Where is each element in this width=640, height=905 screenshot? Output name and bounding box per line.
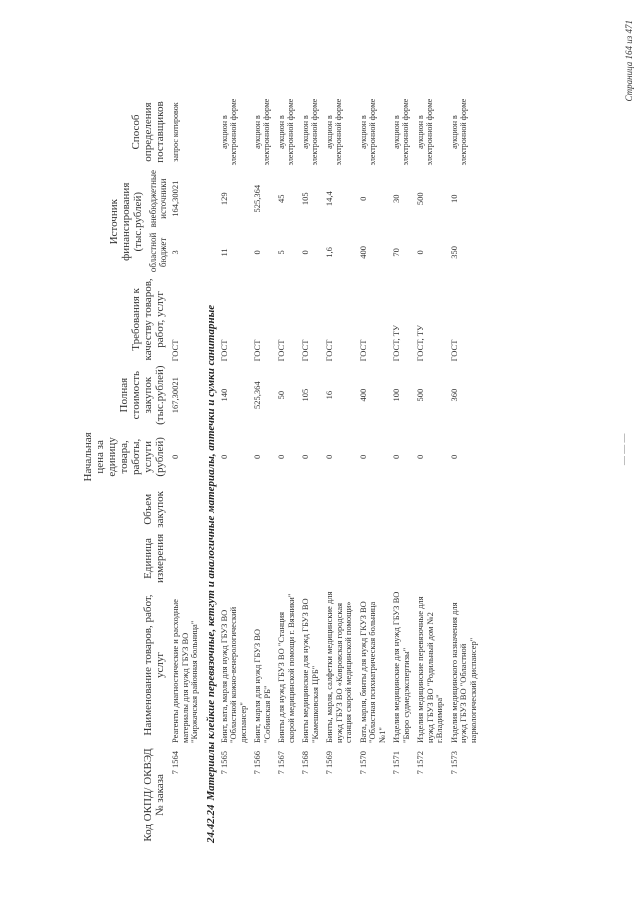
cell-total: 525,364 — [252, 381, 262, 409]
cell-unit — [356, 532, 390, 585]
cell-requirements: ГОСТ — [218, 339, 229, 362]
cell-unit — [322, 532, 356, 585]
cell-name: Изделия медицинского назначения для нужд ГБУЗ ВО "Областной наркологический диспансер" — [448, 602, 478, 743]
section-title — [202, 96, 217, 845]
cell-method: аукцион в электронной форме — [392, 98, 410, 166]
cell-volume — [322, 487, 356, 532]
cell-regional: 70 — [391, 248, 401, 257]
cell-volume — [250, 487, 274, 532]
cell-requirements: ГОСТ — [357, 339, 368, 362]
header-source: Источник финансирования (тыс.рублей) — [108, 182, 144, 261]
table-section-row — [202, 96, 217, 845]
header-unit: Единица измерения — [142, 533, 166, 583]
table-row — [298, 96, 322, 845]
cell-external: 30 — [391, 194, 401, 203]
cell-name: Изделия медицинские перевязочные для нужд ГБУЗ ВО "Родильный дом №2 г.Владимира" — [415, 596, 444, 743]
cell-regional: 400 — [357, 246, 368, 259]
header-name: Наименование товаров, работ, услуг — [142, 594, 166, 736]
cell-regional: 0 — [300, 250, 310, 255]
cell-name: Бинты для нужд ГБУЗ ВО "Станция скорой медицинской помощи г. Вязники" — [276, 593, 296, 743]
cell-code: 7 1564 — [170, 751, 180, 775]
cell-name: Бинт, вата, марля для нужд ГБУЗ ВО "Областной кожно-венерологический диспансер" — [218, 606, 248, 743]
cell-regional: 0 — [252, 250, 262, 255]
cell-price: 0 — [276, 454, 286, 459]
cell-name: Бинты медицинские для нужд ГБУЗ ВО "Камешковская ЦРБ" — [300, 598, 320, 743]
section-text: Материалы клейкие перевязочные, кетгут и аналогичные материалы, аптечки и сумки санитарные — [204, 304, 217, 801]
cell-code: 7 1571 — [391, 751, 401, 775]
scan-marks: — — — — [619, 433, 629, 465]
cell-unit — [250, 532, 274, 585]
cell-external: 129 — [218, 192, 229, 206]
cell-requirements: ГОСТ — [324, 339, 334, 362]
cell-code: 7 1569 — [324, 751, 334, 775]
cell-unit — [168, 532, 202, 585]
cell-code: 7 1573 — [448, 751, 459, 775]
cell-price: 0 — [170, 454, 180, 459]
cell-method: аукцион в электронной форме — [253, 98, 271, 166]
header-volume: Объем закупок — [142, 491, 166, 528]
cell-regional: 0 — [415, 250, 425, 255]
cell-price: 0 — [448, 454, 459, 459]
header-source-external: внебюджетные источники — [148, 170, 168, 228]
cell-volume — [168, 487, 202, 532]
cell-requirements: ГОСТ, ТУ — [391, 324, 401, 362]
cell-volume — [217, 487, 251, 532]
table-row — [413, 96, 447, 845]
cell-price: 0 — [324, 454, 334, 459]
table-row — [274, 96, 298, 845]
table-row — [322, 96, 356, 845]
cell-name: Вата, марля, бинты для нужд ГКУЗ ВО "Областная психиатрическая больница №1" — [357, 601, 387, 743]
cell-requirements: ГОСТ, ТУ — [415, 324, 425, 362]
cell-external: 0 — [357, 196, 368, 201]
cell-total: 360 — [448, 388, 459, 402]
cell-name: Бинты, марля, салфетки медицинские для нужд ГБУЗ ВО «Ковровская городская станция скорой медицинской помощи» — [324, 591, 353, 743]
cell-external: 45 — [276, 194, 286, 203]
cell-volume — [298, 487, 322, 532]
cell-code: 7 1565 — [218, 751, 229, 775]
cell-requirements: ГОСТ — [448, 339, 459, 362]
cell-price: 0 — [218, 454, 229, 459]
cell-price: 0 — [391, 454, 401, 459]
cell-unit — [217, 532, 251, 585]
cell-volume — [274, 487, 298, 532]
cell-regional: 1,6 — [324, 247, 334, 258]
table-row — [447, 96, 481, 845]
cell-volume — [356, 487, 390, 532]
cell-method: аукцион в электронной форме — [301, 98, 319, 166]
cell-unit — [298, 532, 322, 585]
header-price: Начальная цена за единицу товара, работы, услуги (рублей) — [82, 432, 166, 482]
cell-name: Изделия медицинские для нужд ГБУЗ ВО "Бюро судмедэкспертизы" — [391, 591, 411, 743]
header-total: Полная стоимость закупок (тыс.рублей) — [118, 365, 166, 425]
cell-external: 10 — [448, 194, 459, 203]
cell-unit — [274, 532, 298, 585]
cell-volume — [413, 487, 447, 532]
cell-code: 7 1570 — [357, 751, 368, 775]
cell-regional: 350 — [448, 246, 459, 259]
cell-code: 7 1568 — [300, 751, 310, 775]
cell-price: 0 — [252, 454, 262, 459]
cell-external: 14,4 — [324, 191, 334, 207]
cell-code: 7 1566 — [252, 751, 262, 775]
cell-unit — [447, 532, 481, 585]
cell-method: аукцион в электронной форме — [416, 98, 434, 166]
table-row — [356, 96, 390, 845]
cell-method: аукцион в электронной форме — [358, 98, 377, 166]
cell-external: 525,364 — [252, 184, 262, 213]
cell-name: Бинт, марля для нужд ГБУЗ ВО "Собинская РБ" — [252, 628, 272, 743]
cell-method: аукцион в электронной форме — [449, 98, 468, 166]
cell-external: 105 — [300, 192, 310, 206]
cell-requirements: ГОСТ — [300, 339, 310, 362]
table-row — [250, 96, 274, 845]
cell-total: 100 — [391, 388, 401, 402]
cell-code: 7 1567 — [276, 751, 286, 775]
cell-total: 400 — [357, 388, 368, 402]
cell-unit — [389, 532, 413, 585]
cell-volume — [389, 487, 413, 532]
table-header-row — [4, 96, 146, 845]
procurement-plan-table — [4, 96, 480, 845]
cell-price: 0 — [415, 454, 425, 459]
cell-method: аукцион в электронной форме — [277, 98, 295, 166]
cell-external: 164,30021 — [170, 180, 180, 217]
cell-requirements: ГОСТ — [252, 339, 262, 362]
cell-unit — [413, 532, 447, 585]
cell-method: аукцион в электронной форме — [325, 98, 343, 166]
table-body — [168, 96, 480, 845]
header-source-regional: областной бюджет — [148, 232, 168, 273]
cell-method: запрос котировок — [171, 102, 180, 162]
cell-total: 167,30021 — [170, 377, 180, 414]
cell-total: 500 — [415, 388, 425, 402]
cell-name: Реагенты диагностические и расходные материалы для нужд ГБУЗ ВО "Киржачская районная больница" — [170, 599, 199, 743]
cell-volume — [447, 487, 481, 532]
cell-total: 16 — [324, 390, 334, 400]
page-number-footer: Страница 164 из 471 — [624, 20, 634, 102]
header-requirements: Требования к качеству товаров, работ, услуг — [130, 278, 166, 361]
header-code: Код ОКПД/ ОКВЭД № заказа — [142, 748, 166, 842]
cell-requirements: ГОСТ — [276, 339, 286, 362]
header-method: Способ определения поставщиков — [130, 101, 166, 163]
cell-regional: 5 — [276, 250, 286, 255]
cell-total: 105 — [300, 388, 310, 402]
cell-regional: 11 — [218, 248, 229, 257]
cell-code: 7 1572 — [415, 751, 425, 775]
cell-total: 50 — [276, 390, 286, 400]
table-row — [389, 96, 413, 845]
section-code: 24.42.24 — [204, 804, 217, 843]
cell-total: 140 — [218, 388, 229, 402]
table-row — [217, 96, 251, 845]
cell-regional: 3 — [170, 250, 180, 255]
cell-method: аукцион в электронной форме — [219, 98, 238, 166]
cell-external: 500 — [415, 192, 425, 206]
cell-price: 0 — [300, 454, 310, 459]
cell-requirements: ГОСТ — [170, 339, 180, 362]
cell-price: 0 — [357, 454, 368, 459]
table-row — [168, 96, 202, 845]
